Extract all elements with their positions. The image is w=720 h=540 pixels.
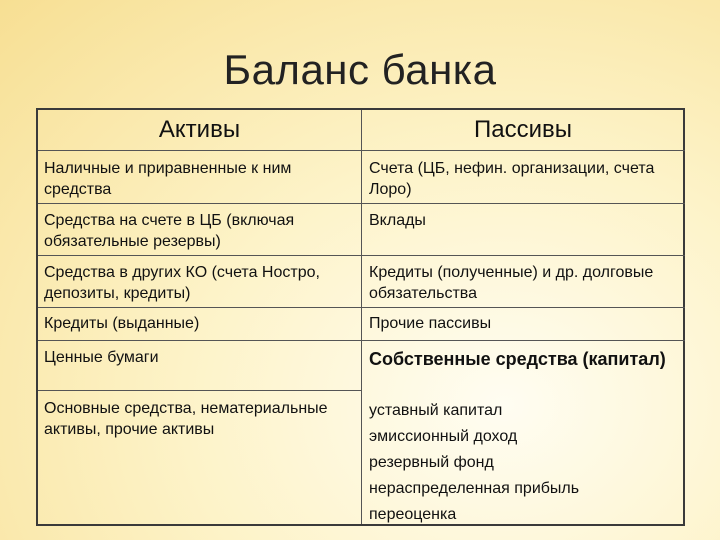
liability-deposits: Вклады [369,212,426,229]
equity-item: эмиссионный доход [369,428,518,445]
header-assets: Активы [158,116,241,143]
equity-item: нераспределенная прибыль [369,480,580,497]
asset-other-banks: Средства в других КО (счета Ностро, депозиты, кредиты) [44,264,320,302]
header-liabilities: Пассивы [473,116,572,143]
liability-borrowings: Кредиты (полученные) и др. долговые обязательства [369,264,654,302]
column-divider [361,110,362,524]
row-divider [38,203,361,204]
row-divider [38,340,361,341]
equity-item: уставный капитал [369,402,503,419]
row-divider [361,307,685,308]
row-divider [38,150,361,151]
equity-item: переоценка [369,506,457,523]
row-divider [361,340,685,341]
balance-table [36,108,685,526]
asset-securities: Ценные бумаги [44,349,159,366]
equity-list [369,398,669,528]
row-divider [361,203,685,204]
liability-accounts: Счета (ЦБ, нефин. организации, счета Лоро) [369,160,655,198]
row-divider [38,307,361,308]
row-divider [38,390,361,391]
asset-cb-account: Средства на счете в ЦБ (включая обязательные резервы) [44,212,295,250]
liability-other: Прочие пассивы [369,315,492,332]
row-divider [38,255,361,256]
asset-cash: Наличные и приравненные к ним средства [44,160,292,198]
asset-fixed: Основные средства, нематериальные активы, прочие активы [44,400,328,438]
equity-item: резервный фонд [369,454,494,471]
slide-title: Баланс банка [223,46,497,93]
equity-heading: Собственные средства (капитал) [369,349,666,369]
asset-loans: Кредиты (выданные) [44,315,200,332]
row-divider [361,150,685,151]
row-divider [361,255,685,256]
